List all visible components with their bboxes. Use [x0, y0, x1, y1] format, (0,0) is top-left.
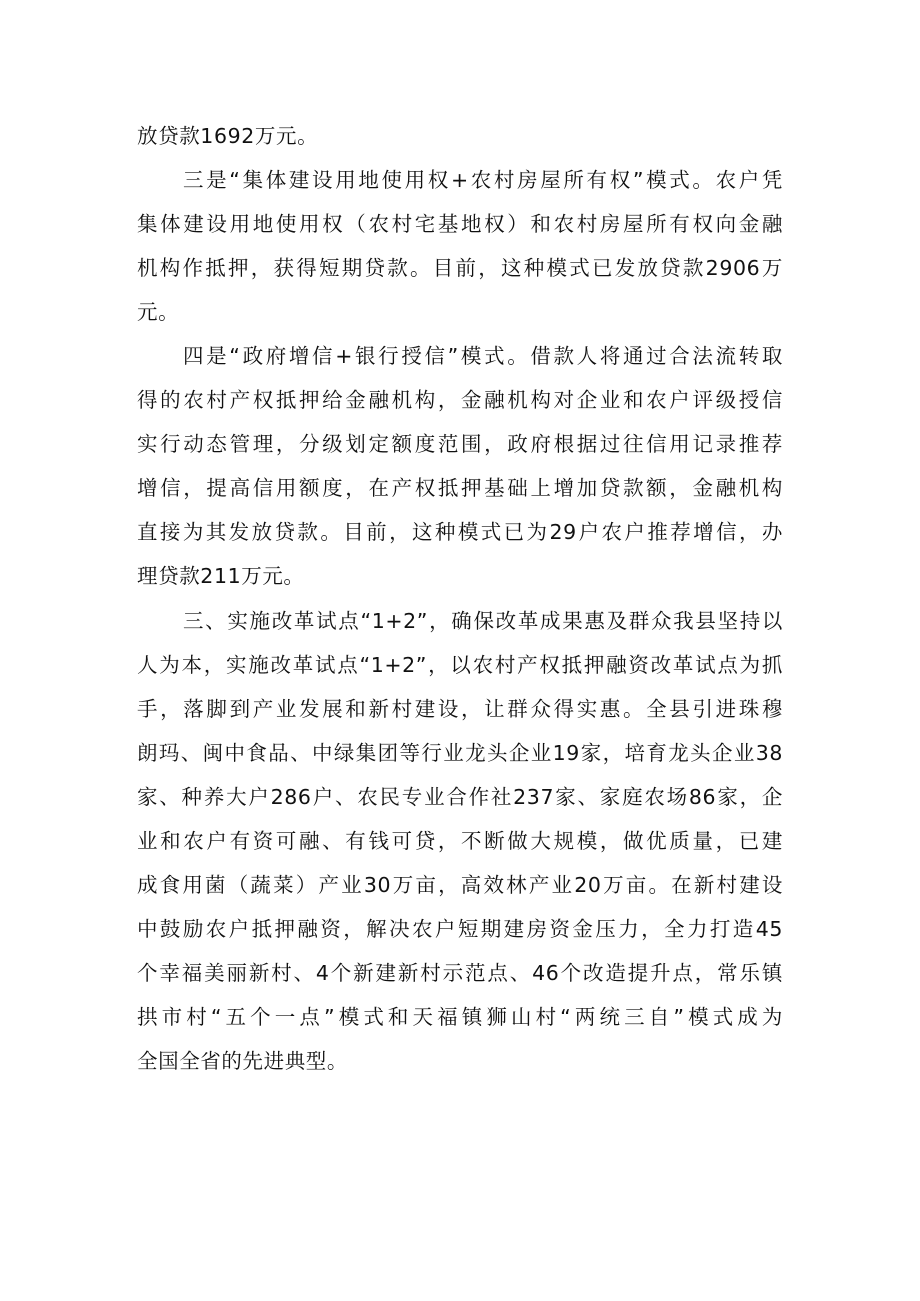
paragraph-4-line-3: 实行动态管理，分级划定额度范围，政府根据过往信用记录推荐: [137, 432, 783, 456]
section-3-line-3: 手，落脚到产业发展和新村建设，让群众得实惠。全县引进珠穆: [137, 697, 783, 721]
section-3-line-1: 三、实施改革试点“1+2”，确保改革成果惠及群众我县坚持以: [183, 609, 783, 633]
paragraph-4-line-1: 四是“政府增信+银行授信”模式。借款人将通过合法流转取: [183, 344, 783, 368]
paragraph-4-line-5: 直接为其发放贷款。目前，这种模式已为29户农户推荐增信，办: [137, 520, 783, 544]
paragraph-4-line-6: 理贷款211万元。: [137, 564, 305, 588]
text-line: 放贷款1692万元。: [137, 124, 319, 148]
section-3-line-5: 家、种养大户286户、农民专业合作社237家、家庭农场86家，企: [137, 785, 783, 809]
section-3-line-7: 成食用菌（蔬菜）产业30万亩，高效林产业20万亩。在新村建设: [137, 873, 783, 897]
paragraph-3-line-3: 机构作抵押，获得短期贷款。目前，这种模式已发放贷款2906万: [137, 256, 783, 280]
paragraph-3-line-4: 元。: [137, 300, 180, 324]
section-3-line-6: 业和农户有资可融、有钱可贷，不断做大规模，做优质量，已建: [137, 829, 783, 853]
section-3-line-10: 拱市村“五个一点”模式和天福镇狮山村“两统三自”模式成为: [137, 1005, 783, 1029]
paragraph-4-line-2: 得的农村产权抵押给金融机构，金融机构对企业和农户评级授信: [137, 388, 783, 412]
section-3-line-11: 全国全省的先进典型。: [137, 1049, 348, 1073]
section-3-line-8: 中鼓励农户抵押融资，解决农户短期建房资金压力，全力打造45: [137, 917, 783, 941]
paragraph-3-line-2: 集体建设用地使用权（农村宅基地权）和农村房屋所有权向金融: [137, 212, 783, 236]
section-3-line-2: 人为本，实施改革试点“1+2”，以农村产权抵押融资改革试点为抓: [137, 653, 783, 677]
section-3-line-9: 个幸福美丽新村、4个新建新村示范点、46个改造提升点，常乐镇: [137, 961, 783, 985]
section-3-line-4: 朗玛、闽中食品、中绿集团等行业龙头企业19家，培育龙头企业38: [137, 741, 783, 765]
paragraph-3-line-1: 三是“集体建设用地使用权+农村房屋所有权”模式。农户凭: [183, 168, 783, 192]
paragraph-4-line-4: 增信，提高信用额度，在产权抵押基础上增加贷款额，金融机构: [137, 476, 783, 500]
